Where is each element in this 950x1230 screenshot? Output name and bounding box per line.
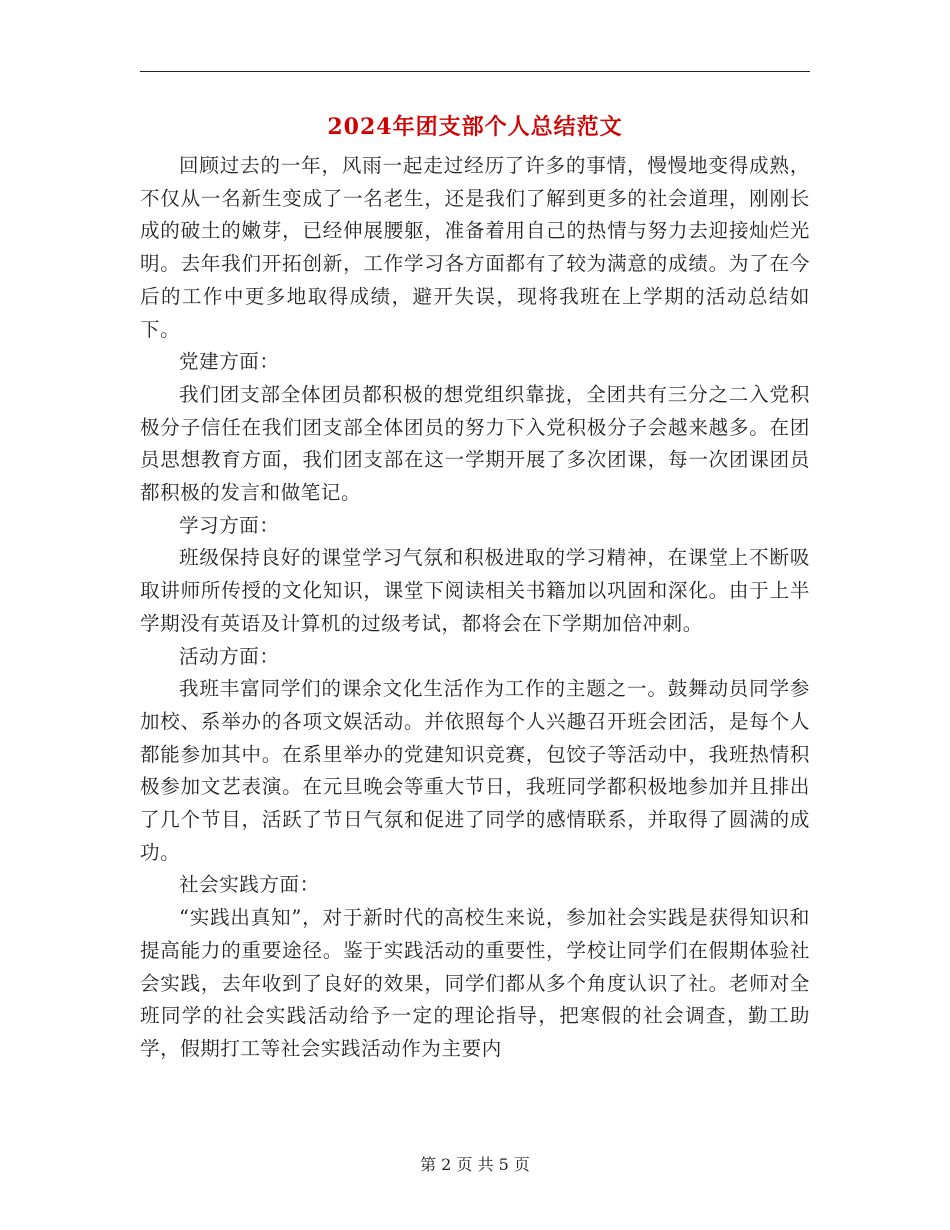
paragraph-practice: “实践出真知”，对于新时代的高校生来说，参加社会实践是获得知识和提高能力的重要途径。鉴于实践活动的重要性，学校让同学们在假期体验社会实践，去年收到了良好的效果，同学们都从多个角度认识了社。老师对全班同学的社会实践活动给予一定的理论指导，把寒假的社会调查，勤工助学，假期打工等社会实践活动作为主要内: [140, 906, 810, 1060]
paragraph-party: 我们团支部全体团员都积极的想党组织靠拢，全团共有三分之二入党积极分子信任在我们团支部全体团员的努力下入党积极分子会越来越多。在团员思想教育方面，我们团支部在这一学期开展了多次团课，每一次团课团员都积极的发言和做笔记。: [140, 382, 810, 505]
paragraph-activities: 我班丰富同学们的课余文化生活作为工作的主题之一。鼓舞动员同学参加校、系举办的各项文娱活动。并依照每个人兴趣召开班会团活，是每个人都能参加其中。在系里举办的党建知识竞赛，包饺子等活动中，我班热情积极参加文艺表演。在元旦晚会等重大节日，我班同学都积极地参加并且排出了几个节目，活跃了节日气氛和促进了同学的感情联系，并取得了圆满的成功。: [140, 677, 810, 864]
section-heading-study: 学习方面：: [179, 513, 280, 537]
section-heading-practice: 社会实践方面：: [179, 873, 320, 897]
document-body: [140, 150, 810, 1066]
section-heading-party: 党建方面：: [179, 350, 280, 374]
document-title: 2024年团支部个人总结范文: [327, 114, 623, 140]
paragraph-study: 班级保持良好的课堂学习气氛和积极进取的学习精神，在课堂上不断吸取讲师所传授的文化知识，课堂下阅读相关书籍加以巩固和深化。由于上半学期没有英语及计算机的过级考试，都将会在下学期加倍冲刺。: [140, 546, 810, 635]
header-rule: [140, 71, 810, 72]
section-heading-activities: 活动方面：: [179, 644, 280, 668]
page-number: 第 2 页 共 5 页: [420, 1155, 530, 1174]
paragraph-intro: 回顾过去的一年，风雨一起走过经历了许多的事情，慢慢地变得成熟，不仅从一名新生变成了一名老生，还是我们了解到更多的社会道理，刚刚长成的破土的嫩芽，已经伸展腰躯，准备着用自己的热情与努力去迎接灿烂光明。去年我们开拓创新，工作学习各方面都有了较为满意的成绩。为了在今后的工作中更多地取得成绩，避开失误，现将我班在上学期的活动总结如下。: [140, 154, 810, 341]
